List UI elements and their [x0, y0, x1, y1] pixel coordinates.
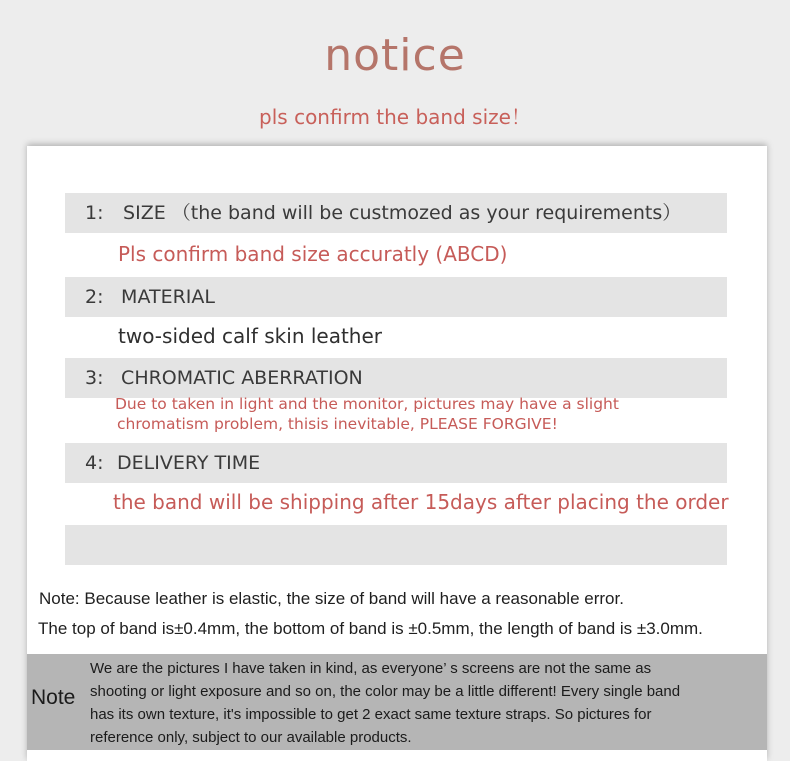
note-text-line: We are the pictures I have taken in kind, as everyone’ s screens are not the same as: [90, 660, 652, 677]
page-subtitle: pls confirm the band size！: [259, 105, 531, 129]
section-heading: DELIVERY TIME: [117, 452, 261, 474]
section-delivery-bar: [65, 443, 727, 483]
section-heading: SIZE （the band will be custmozed as your requirements）: [123, 202, 682, 224]
section-number: 2:: [85, 286, 104, 308]
note-text-line: has its own texture, it's impossible to get 2 exact same texture straps. So pictures for: [90, 706, 652, 723]
section-chromatic-detail-line2: chromatism problem, thisis inevitable, PLEASE FORGIVE!: [117, 415, 558, 433]
notice-card: [27, 146, 767, 761]
page-title: notice: [324, 30, 466, 81]
note-text: [90, 657, 762, 749]
section-size-bar: [65, 193, 727, 233]
section-number: 3:: [85, 367, 104, 389]
note-box: [27, 654, 767, 750]
section-chromatic-bar: [65, 358, 727, 398]
section-heading: CHROMATIC ABERRATION: [121, 367, 363, 389]
section-chromatic-detail-line1: Due to taken in light and the monitor, pictures may have a slight: [115, 395, 619, 413]
empty-bar: [65, 525, 727, 565]
section-number: 4:: [85, 452, 104, 474]
section-size-detail: Pls confirm band size accuratly (ABCD): [118, 242, 508, 266]
section-heading: MATERIAL: [121, 286, 215, 308]
note-text-line: shooting or light exposure and so on, the color may be a little different! Every single band: [90, 683, 681, 700]
section-number: 1:: [85, 202, 104, 224]
note-elastic: Note: Because leather is elastic, the size of band will have a reasonable error.: [39, 589, 624, 608]
note-label: Note: [31, 686, 76, 709]
note-tolerance: The top of band is±0.4mm, the bottom of band is ±0.5mm, the length of band is ±3.0mm.: [38, 619, 703, 638]
note-text-line: reference only, subject to our available products.: [90, 729, 412, 746]
section-delivery-detail: the band will be shipping after 15days after placing the order: [113, 490, 729, 514]
section-material-bar: [65, 277, 727, 317]
section-material-detail: two-sided calf skin leather: [118, 324, 383, 348]
